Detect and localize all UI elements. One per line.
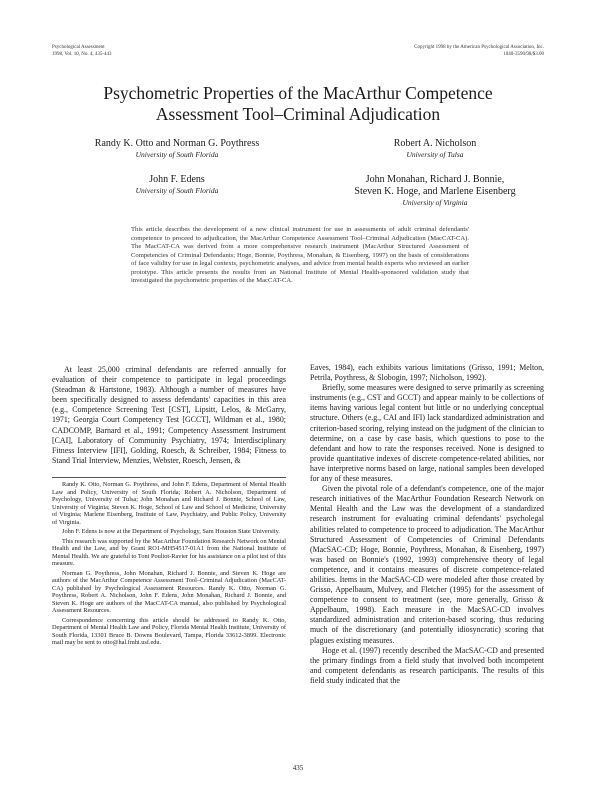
copyright-notice <box>414 45 544 58</box>
body-paragraph: Given the pivotal role of a defendant's competence, one of the major research initiatives of the MacArthur Foundation Research Network on Mental Health and the Law was the development of a standardized research instrument for evaluating criminal defendants' psycholegal abilities related to competence to proceed to adjudication. The MacArthur Structured Assessment of Competencies of Criminal Defendants (MacSAC-CD; Hoge, Bonnie, Poythress, Monahan, & Eisenberg, 1997) was based on Bonnie's (1992, 1993) comprehensive theory of legal competence, and it contains measures of discrete competence-related abilities. Items in the MacSAC-CD were modeled after those created by Grisso, Appelbaum, Mulvey, and Fletcher (1995) for the assessment of competence to consent to treatment (see, more generally, Grisso & Appelbaum, 1998). Each measure in the MacSAC-CD involves standardized administration and criterion-based scoring, thus reducing much of the discretionary (and potentially idiosyncratic) scoring that plagues existing measures. <box>310 484 544 645</box>
body-paragraph: Hoge et al. (1997) recently described the MacSAC-CD and presented the primary findings from a field study that involved both incompetent and competent defendants as research participants. The results of this field study indicated that the <box>310 645 544 685</box>
body-paragraph: Eaves, 1984), each exhibits various limitations (Grisso, 1991; Melton, Petrila, Poythress, & Slobogin, 1997; Nicholson, 1992). <box>310 363 544 383</box>
author-note: This research was supported by the MacArthur Foundation Research Network on Mental Health and the Law, and by Grant RO1-MH54517-01A1 from the National Institute of Mental Health. We are grateful to Toni Pouliot-Ravier for his assistance on a pilot test of this measure. <box>52 537 287 567</box>
author-names: Robert A. Nicholson <box>393 138 477 149</box>
author-block-1 <box>62 138 292 159</box>
author-affiliation: University of Tulsa <box>406 150 464 159</box>
author-names: Steven K. Hoge, and Marlene Eisenberg <box>354 186 516 197</box>
author-block-2 <box>340 138 530 159</box>
author-names: John F. Edens <box>149 174 205 185</box>
title-line-2: Assessment Tool–Criminal Adjudication <box>155 104 441 124</box>
author-block-3 <box>82 174 272 195</box>
journal-volume: 1998, Vol. 10, No. 4, 435-443 <box>52 51 112 57</box>
author-block-4 <box>310 174 560 207</box>
author-names: John Monahan, Richard J. Bonnie, <box>365 174 505 185</box>
footnote-divider <box>52 477 286 478</box>
author-affiliation: University of Virginia <box>402 198 468 207</box>
journal-citation <box>52 45 112 58</box>
author-names: Randy K. Otto and Norman G. Poythress <box>94 138 260 149</box>
page-number: 435 <box>292 764 304 772</box>
body-paragraph: At least 25,000 criminal defendants are referred annually for evaluation of their competence to participate in legal proceedings (Steadman & Hartstone, 1983). Although a number of measures have been specifically designed to assess defendants' capacities in this area (e.g., Competence Screening Test [CST], Lipsitt, Lelos, & McGarry, 1971; Georgia Court Competency Test [GCCT], Wildman et al., 1980; CADCOMP, Barnard et al., 1991; Competency Assessment Instrument [CAI], Laboratory of Community Psychiatry, 1974; Interdisciplinary Fitness Interview [IFI], Golding, Roesch, & Schreiber, 1984; Fitness to Stand Trial Interview, Menzies, Webster, Roesch, Jensen, & <box>52 365 286 465</box>
author-note: Correspondence concerning this article should be addressed to Randy K. Otto, Department of Mental Health Law and Policy, Florida Mental Health Institute, University of South Florida, 13301 Bruce B. Downs Boulevard, Tampa, Florida 33612-3899. Electronic mail may be sent to otto@hal.fmhi.usf.edu. <box>52 616 286 646</box>
body-paragraph: Briefly, some measures were designed to serve primarily as screening instruments (e.g., CST and GCCT) and appear mainly to be collections of items having various legal content but little or no underlying conceptual structure. Others (e.g., CAI and IFI) lack standardized administration and criterion-based scoring, relying instead on the judgment of the clinician to determine, on a case by case basis, which questions to pose to the defendant and how to rate the responses received. None is designed to provide quantitative indexes of discrete competence-related abilities, nor have interpretive norms based on large, national samples been developed for any of these measures. <box>310 383 544 484</box>
author-note: Randy K. Otto, Norman G. Poythress, and John F. Edens, Department of Mental Health Law and Policy, University of South Florida; Robert A. Nicholson, Department of Psychology, University of Tulsa; John Monahan and Richard J. Bonnie, School of Law, University of Virginia; Steven K. Hoge, School of Law and School of Medicine, University of Virginia; Marlene Eisenberg, Institute of Law, Psychiatry, and Public Policy, University of Virginia. <box>52 481 286 526</box>
issn-text: 1040-3590/98/$3.00 <box>503 51 544 57</box>
right-column <box>310 363 544 686</box>
left-column <box>52 365 286 466</box>
copyright-text: Copyright 1998 by the American Psychological Association, Inc. <box>414 45 544 50</box>
author-notes <box>52 481 286 649</box>
journal-name: Psychological Assessment <box>52 45 105 50</box>
title-line-1: Psychometric Properties of the MacArthur Competence <box>103 83 493 103</box>
author-affiliation: University of South Florida <box>135 150 219 159</box>
author-note: John F. Edens is now at the Department of Psychology, Sam Houston State University. <box>62 528 280 535</box>
author-note: Norman G. Poythress, John Monahan, Richard J. Bonnie, and Steven K. Hoge are authors of the MacArthur Competence Assessment Tool–Criminal Adjudication (MacCAT-CA) published by Psychological Assessment Resources. Randy K. Otto, Norman G. Poythress, Robert A. Nicholson, John F. Edens, John Monahan, Richard J. Bonnie, and Steven K. Hoge are authors of the MacCAT-CA manual, also published by Psychological Assessment Resources. <box>52 569 286 614</box>
abstract: This article describes the development of a new clinical instrument for use in assessments of adult criminal defendants' competence to proceed to adjudication, the MacArthur Competence Assessment Tool–Criminal Adjudication (MacCAT-CA). The MacCAT-CA was derived from a more comprehensive research instrument (MacArthur Structured Assessment of Competencies of Criminal Defendants; Hoge, Bonnie, Poythress, Monahan, & Eisenberg, 1997) on the basis of considerations of face validity for use in legal contexts, psychometric analyses, and advice from mental health experts who reviewed an earlier prototype. This article presents the results from an National Institute of Mental Health-sponsored validation study that investigated the psychometric properties of the MacCAT-CA. <box>131 226 469 284</box>
author-affiliation: University of South Florida <box>135 186 219 195</box>
paper-title <box>0 83 596 125</box>
